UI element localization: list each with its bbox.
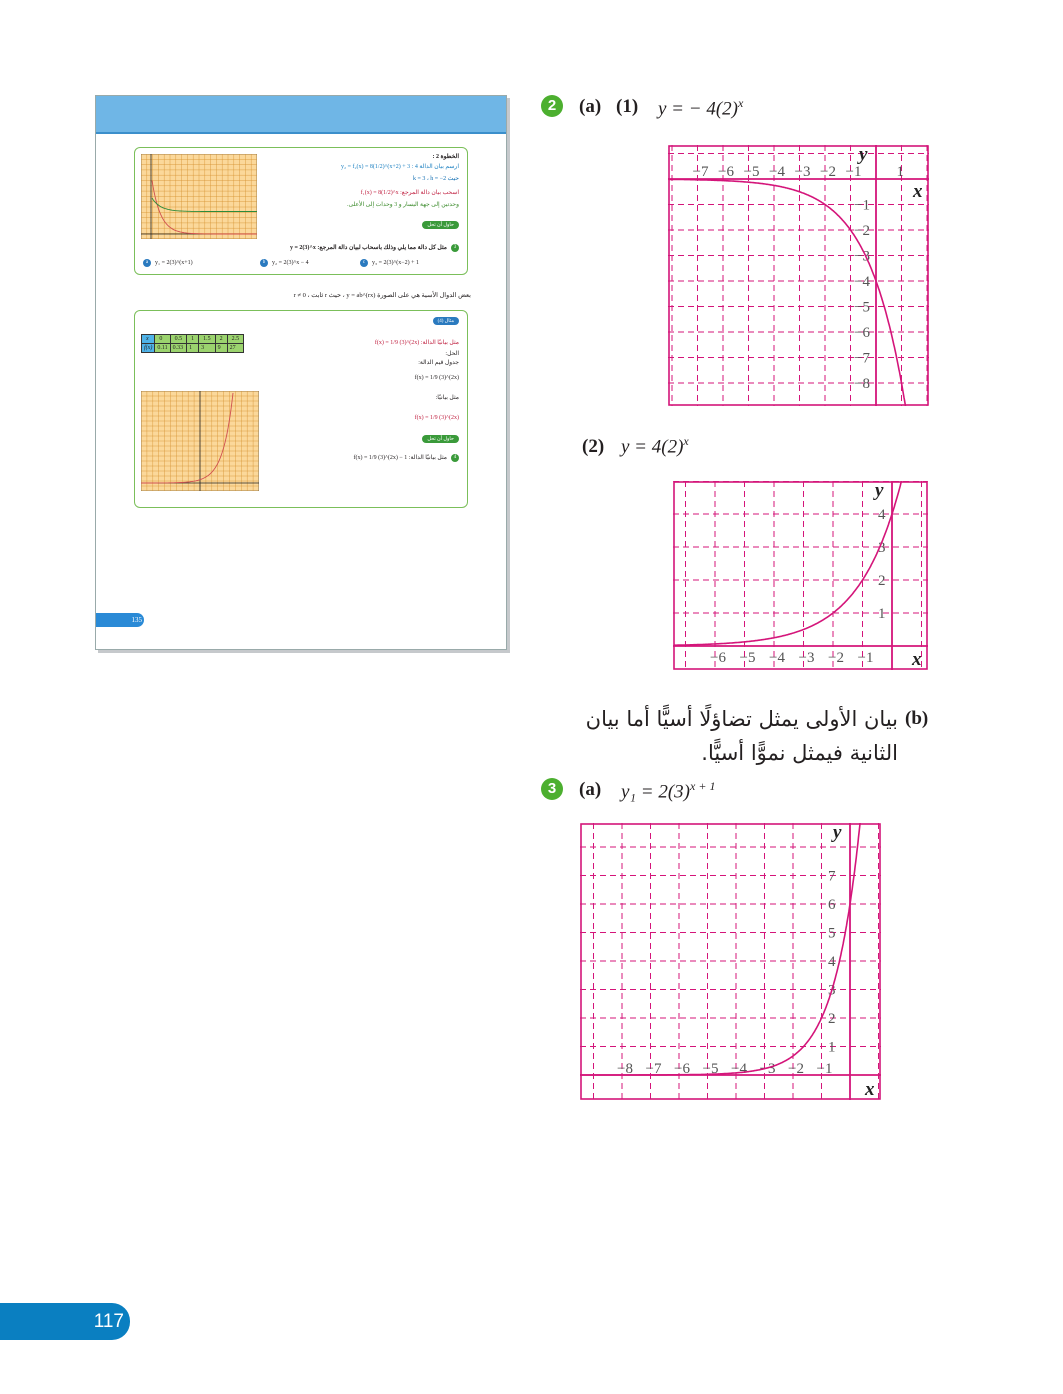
q2-part2-label: (2): [582, 436, 605, 457]
step2-box: [134, 147, 468, 275]
x-tick-label: −7: [645, 1061, 662, 1077]
x-tick-label: −4: [769, 650, 785, 666]
y-tick-label: −6: [854, 325, 870, 341]
ex4-line4: f(x) = 1/9 (3)^(2x): [414, 375, 459, 381]
x-axis-label: x: [865, 1079, 875, 1100]
example4-table: [141, 334, 244, 353]
step2-mini-graph: [141, 154, 257, 239]
ex3-number: 3: [451, 244, 459, 252]
y-tick-label: 2: [878, 573, 886, 589]
x-tick-label: −4: [731, 1061, 747, 1077]
x-tick-label: −1: [845, 164, 862, 180]
thumbnail-content: [96, 134, 506, 649]
y-tick-label: 3: [828, 982, 836, 999]
x-tick-label: −2: [788, 1061, 804, 1077]
example4-title: مثال (4): [433, 317, 459, 325]
step2-heading: الخطوة 2 :: [432, 154, 459, 160]
ex3-b: y₂ = 2(3)^x − 4: [272, 260, 309, 266]
y-tick-label: 6: [828, 897, 836, 913]
q2-part2-eq-base: y = 4(2): [621, 436, 684, 458]
ex3-text: مثل كل دالة مما يلي وذلك باسحاب لبيان دالة المرجع: y = 2(3)^x: [290, 245, 447, 251]
graph2-svg: [673, 481, 928, 670]
y-tick-label: −3: [854, 248, 870, 265]
intro-line: بعض الدوال الأسية هي على الصورة y = ab^(rx) ، حيث r ثابت ، r ≠ 0: [293, 292, 471, 299]
table-fx-cell: 9: [215, 344, 227, 353]
y-axis-label: y: [833, 823, 842, 843]
try-label-1: حاول أن تحل: [422, 221, 459, 229]
table-fx-cell: 3: [199, 344, 216, 353]
step2-line2: حيث k = 3 ، h = −2: [412, 176, 459, 182]
q3-eq-base: y₁ = 2(3): [621, 781, 691, 803]
x-tick-label: 1: [896, 164, 904, 180]
q2-number-badge: 2: [541, 95, 563, 117]
y-tick-label: 4: [828, 954, 836, 970]
x-tick-label: −2: [820, 164, 836, 180]
ex3-c: y₃ = 2(3)^(x−2) + 1: [372, 260, 420, 266]
q2-part2-eq-exp: x: [683, 434, 689, 448]
try-label-2: حاول أن تحل: [422, 435, 459, 443]
q2-part1-eq-base: y = − 4(2): [658, 98, 738, 120]
x-tick-label: −5: [739, 650, 756, 666]
step2-line3: اسحب بيان دالة المرجع: f₁(x) = 8(1/2)^x: [360, 190, 459, 196]
x-tick-label: −4: [769, 164, 785, 180]
y-tick-label: 1: [878, 606, 886, 622]
y-tick-label: 1: [828, 1039, 836, 1056]
q3-a-label: (a): [579, 779, 602, 800]
y-tick-label: −8: [854, 376, 870, 392]
ex4-try-text: مثل بيانيًا الدالة: f(x) = 1/9 (3)^(2x) − 1: [353, 455, 447, 461]
table-x-cell: 2.5: [227, 335, 244, 344]
table-fx-cell: 0.33: [170, 344, 187, 353]
x-tick-label: −3: [759, 1061, 776, 1077]
ex3-c-badge: c: [360, 259, 368, 267]
ex3-a-badge: a: [143, 259, 151, 267]
y-tick-label: 5: [828, 925, 836, 942]
x-tick-label: −8: [617, 1061, 633, 1077]
ex3-b-badge: b: [260, 259, 268, 267]
y-axis-label: y: [875, 481, 884, 501]
ex4-line1: مثل بيانيًا الدالة: f(x) = 1/9 (3)^(2x): [374, 340, 459, 346]
ex4-try-number: 4: [451, 454, 459, 462]
x-tick-label: −6: [718, 164, 734, 180]
ex4-line6: f(x) = 1/9 (3)^(2x): [414, 415, 459, 421]
example4-box: [134, 310, 468, 508]
q2-part1-label: (1): [616, 96, 639, 117]
y-axis-label: y: [859, 145, 868, 165]
x-tick-label: −5: [743, 164, 760, 180]
ex3-a: y₁ = 2(3)^(x+1): [155, 260, 193, 266]
table-x-header: x: [142, 335, 155, 344]
function-curve: [670, 179, 909, 406]
y-tick-label: 3: [878, 540, 886, 556]
x-tick-label: −6: [710, 650, 726, 666]
table-x-cell: 0: [155, 335, 170, 344]
thumbnail-page-number: 135: [96, 613, 144, 627]
q3-number-badge: 3: [541, 778, 563, 800]
y-tick-label: −1: [854, 197, 870, 214]
x-tick-label: −1: [816, 1061, 833, 1077]
table-fx-cell: 27: [227, 344, 244, 353]
example4-mini-graph: [141, 391, 259, 491]
q2-b-text: بيان الأولى يمثل تضاؤلًا أسيًّا أما بيان الثانية فيمثل نموًّا أسيًّا.: [585, 707, 898, 765]
x-tick-label: −7: [692, 164, 709, 180]
q3-eq-exp: x + 1: [690, 779, 716, 793]
y-tick-label: −4: [854, 274, 870, 290]
q2-a-label: (a): [579, 96, 602, 117]
page-number: 117: [0, 1303, 130, 1340]
table-x-cell: 1: [187, 335, 199, 344]
y-tick-label: −2: [854, 223, 870, 239]
x-tick-label: −6: [674, 1061, 690, 1077]
x-tick-label: −2: [828, 650, 844, 666]
table-fx-cell: 0.11: [155, 344, 170, 353]
function-curve: [674, 481, 907, 645]
x-axis-label: x: [913, 181, 923, 202]
x-tick-label: −3: [794, 164, 811, 180]
q2-part1-equation: [658, 96, 743, 120]
step2-line1: ارسم بيان الدالة 4 : y₂ = f₂(x) = 8(1/2)^(x+2) + 3: [340, 164, 459, 170]
q3-equation: [621, 779, 715, 803]
ex4-line3: جدول قيم الدالة:: [418, 360, 459, 366]
y-tick-label: −7: [854, 350, 870, 367]
thumbnail-header-bar: [96, 96, 506, 134]
graph1-svg: [668, 145, 929, 406]
table-fx-header: f(x): [142, 344, 155, 353]
table-fx-cell: 1: [187, 344, 199, 353]
table-x-cell: 0.5: [170, 335, 187, 344]
step2-line4: وحدتين إلى جهة اليسار و 3 وحدات إلى الأعلى.: [346, 202, 459, 208]
y-tick-label: 2: [828, 1011, 836, 1027]
x-axis-label: x: [912, 649, 922, 670]
graph3-svg: [580, 823, 881, 1100]
x-tick-label: −1: [857, 650, 874, 666]
y-tick-label: 7: [828, 868, 836, 885]
graph-frame: [674, 482, 927, 669]
y-tick-label: 4: [878, 507, 886, 523]
graph-frame: [669, 146, 928, 405]
x-tick-label: −3: [798, 650, 815, 666]
table-x-cell: 1.5: [199, 335, 216, 344]
textbook-page-thumbnail: [95, 95, 507, 650]
ex4-line5: مثل بيانيًا:: [435, 395, 459, 401]
q2-part1-eq-exp: x: [737, 96, 744, 110]
x-tick-label: −5: [702, 1061, 719, 1077]
ex4-line2: الحل:: [445, 351, 459, 357]
table-x-cell: 2: [215, 335, 227, 344]
q2-part2-equation: [621, 434, 689, 458]
q2-b-label: (b): [905, 708, 929, 729]
y-tick-label: −5: [854, 299, 870, 316]
